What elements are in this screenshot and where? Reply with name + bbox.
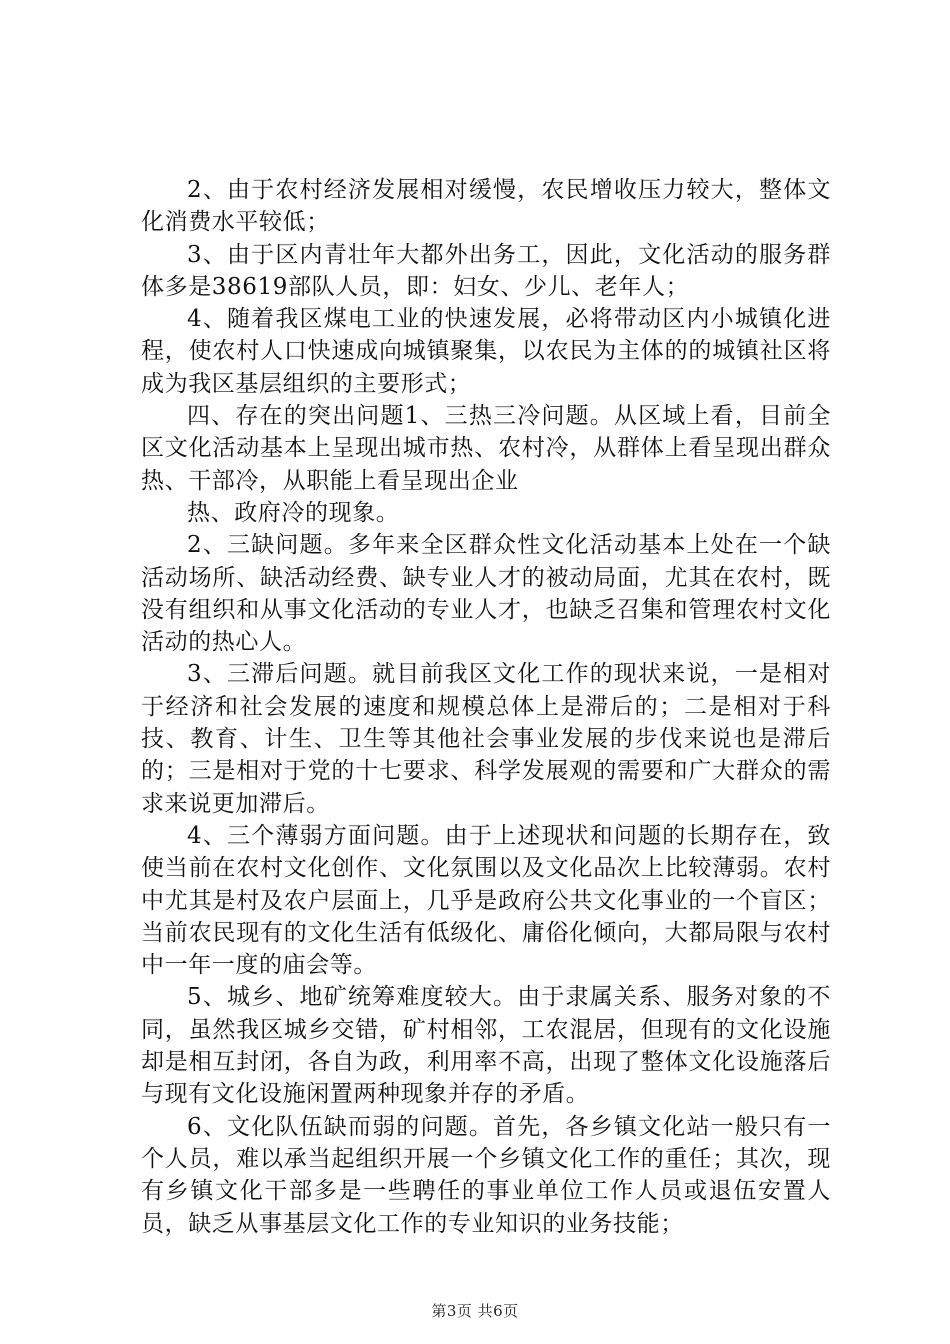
paragraph-10: 6、文化队伍缺而弱的问题。首先，各乡镇文化站一般只有一个人员，难以承当起组织开展一个乡镇文化工作的重任；其次，现有乡镇文化干部多是一些聘任的事业单位工作人员或退伍安置人员，缺乏从事基层文化工作的专业知识的业务技能； (141, 1113, 831, 1237)
paragraph-2: 3、由于区内青壮年大都外出务工，因此，文化活动的服务群体多是38619部队人员，即：妇女、少儿、老年人； (141, 241, 831, 300)
paragraph-7: 3、三滞后问题。就目前我区文化工作的现状来说，一是相对于经济和社会发展的速度和规模总体上是滞后的；二是相对于科技、教育、计生、卫生等其他社会事业发展的步伐来说也是滞后的；三是相对于党的十七要求、科学发展观的需要和广大群众的需求来说更加滞后。 (141, 661, 831, 817)
paragraph-9: 5、城乡、地矿统筹难度较大。由于隶属关系、服务对象的不同，虽然我区城乡交错，矿村相邻，工农混居，但现有的文化设施却是相互封闭，各自为政，利用率不高，出现了整体文化设施落后与现有文化设施闲置两种现象并存的矛盾。 (141, 984, 831, 1108)
paragraph-4: 四、存在的突出问题1、三热三冷问题。从区域上看，目前全区文化活动基本上呈现出城市热、农村冷，从群体上看呈现出群众热、干部冷，从职能上看呈现出企业 (141, 403, 831, 494)
document-body (141, 174, 831, 1240)
page-number-footer: 第3页 共6页 (431, 1302, 519, 1320)
paragraph-6: 2、三缺问题。多年来全区群众性文化活动基本上处在一个缺活动场所、缺活动经费、缺专业人才的被动局面，尤其在农村，既没有组织和从事文化活动的专业人才，也缺乏召集和管理农村文化活动的热心人。 (141, 532, 831, 656)
paragraph-8: 4、三个薄弱方面问题。由于上述现状和问题的长期存在，致使当前在农村文化创作、文化氛围以及文化品次上比较薄弱。农村中尤其是村及农户层面上，几乎是政府公共文化事业的一个盲区；当前农民现有的文化生活有低级化、庸俗化倾向，大都局限与农村中一年一度的庙会等。 (141, 822, 831, 979)
paragraph-1: 2、由于农村经济发展相对缓慢，农民增收压力较大，整体文化消费水平较低； (141, 177, 831, 236)
paragraph-5: 热、政府冷的现象。 (187, 499, 400, 526)
paragraph-3: 4、随着我区煤电工业的快速发展，必将带动区内小城镇化进程，使农村人口快速成向城镇聚集，以农民为主体的的城镇社区将成为我区基层组织的主要形式； (141, 306, 831, 397)
